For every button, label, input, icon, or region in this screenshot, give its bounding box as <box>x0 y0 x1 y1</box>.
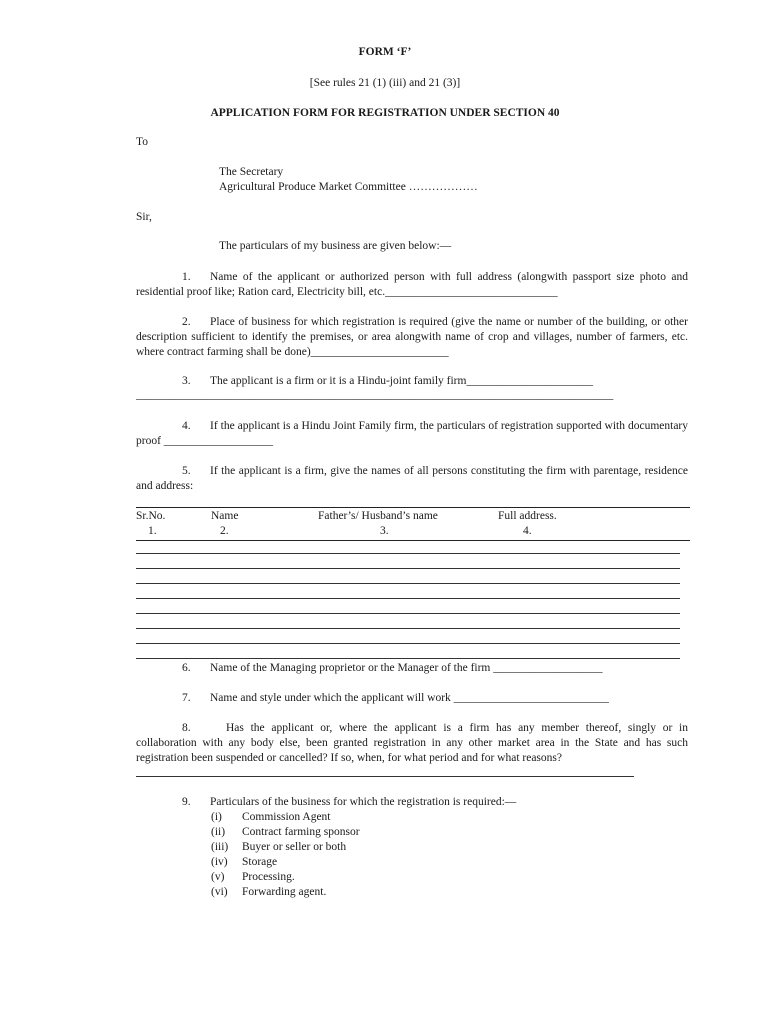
item-4-text: If the applicant is a Hindu Joint Family firm, the particulars of registration supported with documentary proof ___________________ <box>136 420 688 447</box>
table-row-line <box>136 613 680 614</box>
table-header-rule <box>136 540 690 541</box>
item-7-number: 7. <box>182 692 191 704</box>
table-row-line <box>136 583 680 584</box>
table-header-parent-name: Father’s/ Husband’s name <box>318 510 438 522</box>
list-item <box>211 840 360 855</box>
list-item-numeral: (iv) <box>211 856 228 868</box>
list-item-label: Storage <box>242 856 278 868</box>
list-item-numeral: (i) <box>211 811 222 823</box>
list-item <box>211 810 360 825</box>
item-5 <box>136 464 688 494</box>
table-colnum-4: 4. <box>523 525 532 537</box>
to-label: To <box>136 136 148 148</box>
list-item-numeral: (v) <box>211 871 225 883</box>
addressee-committee: Agricultural Produce Market Committee ……………… <box>219 181 478 193</box>
item-1-number: 1. <box>182 271 191 283</box>
item-5-number: 5. <box>182 465 191 477</box>
item-2-text: Place of business for which registration is required (give the name or number of the building, or other description sufficient to identify the premises, or area alongwith name of crop and villages, number of farmers, etc. where contract farming shall be done)________________________ <box>136 316 688 358</box>
business-type-list <box>211 810 360 900</box>
table-header-address: Full address. <box>498 510 557 522</box>
list-item-numeral: (iii) <box>211 841 229 853</box>
item-7-text: Name and style under which the applicant will work ___________________________ <box>210 692 609 704</box>
item-6-number: 6. <box>182 662 191 674</box>
table-colnum-1: 1. <box>148 525 157 537</box>
item-1-text: Name of the applicant or authorized person with full address (alongwith passport size photo and residential proof like; Ration card, Electricity bill, etc.______________________________ <box>136 271 688 298</box>
table-header-name: Name <box>211 510 239 522</box>
list-item <box>211 855 360 870</box>
item-8-answer-line <box>136 776 634 777</box>
item-8-text: Has the applicant or, where the applicant is a firm has any member thereof, singly or in collaboration with any body else, been granted registration in any other market area in the State and has such registration been suspended or cancelled? If so, when, for what period and for what reasons? <box>136 722 688 764</box>
table-row-line <box>136 568 680 569</box>
item-9-number: 9. <box>182 796 191 808</box>
item-1 <box>136 270 688 300</box>
item-4-number: 4. <box>182 420 191 432</box>
item-2 <box>136 315 688 360</box>
list-item-label: Processing. <box>242 871 295 883</box>
form-title: FORM ‘F’ <box>358 46 412 58</box>
item-9-text: Particulars of the business for which the registration is required:— <box>210 796 517 808</box>
item-8 <box>136 721 688 766</box>
table-top-rule <box>136 507 690 508</box>
item-7 <box>136 691 688 706</box>
list-item-label: Buyer or seller or both <box>242 841 347 853</box>
table-header-srno: Sr.No. <box>136 510 166 522</box>
table-row-line <box>136 658 680 659</box>
item-3-blank-line: ___________________________________________________________________________________ <box>136 389 614 401</box>
item-5-text: If the applicant is a firm, give the names of all persons constituting the firm with parentage, residence and address: <box>136 465 688 492</box>
rules-reference: [See rules 21 (1) (iii) and 21 (3)] <box>309 77 461 89</box>
table-row-line <box>136 643 680 644</box>
item-3-text: The applicant is a firm or it is a Hindu-joint family firm______________________ <box>210 375 593 387</box>
item-9 <box>136 795 688 810</box>
item-6 <box>136 661 688 676</box>
list-item-numeral: (vi) <box>211 886 228 898</box>
list-item <box>211 825 360 840</box>
item-6-text: Name of the Managing proprietor or the Manager of the firm ___________________ <box>210 662 603 674</box>
table-row-line <box>136 598 680 599</box>
list-item <box>211 885 360 900</box>
item-3 <box>136 374 688 389</box>
table-colnum-3: 3. <box>380 525 389 537</box>
list-item <box>211 870 360 885</box>
item-4 <box>136 419 688 449</box>
list-item-label: Forwarding agent. <box>242 886 327 898</box>
table-row-line <box>136 553 680 554</box>
item-3-number: 3. <box>182 375 191 387</box>
form-heading: APPLICATION FORM FOR REGISTRATION UNDER SECTION 40 <box>210 107 560 119</box>
salutation: Sir, <box>136 211 152 223</box>
list-item-label: Contract farming sponsor <box>242 826 360 838</box>
list-item-numeral: (ii) <box>211 826 226 838</box>
addressee-title: The Secretary <box>219 166 284 178</box>
item-2-number: 2. <box>182 316 191 328</box>
item-8-number: 8. <box>182 722 191 734</box>
table-row-line <box>136 628 680 629</box>
list-item-label: Commission Agent <box>242 811 331 823</box>
intro-text: The particulars of my business are given below:— <box>219 240 452 252</box>
table-colnum-2: 2. <box>220 525 229 537</box>
